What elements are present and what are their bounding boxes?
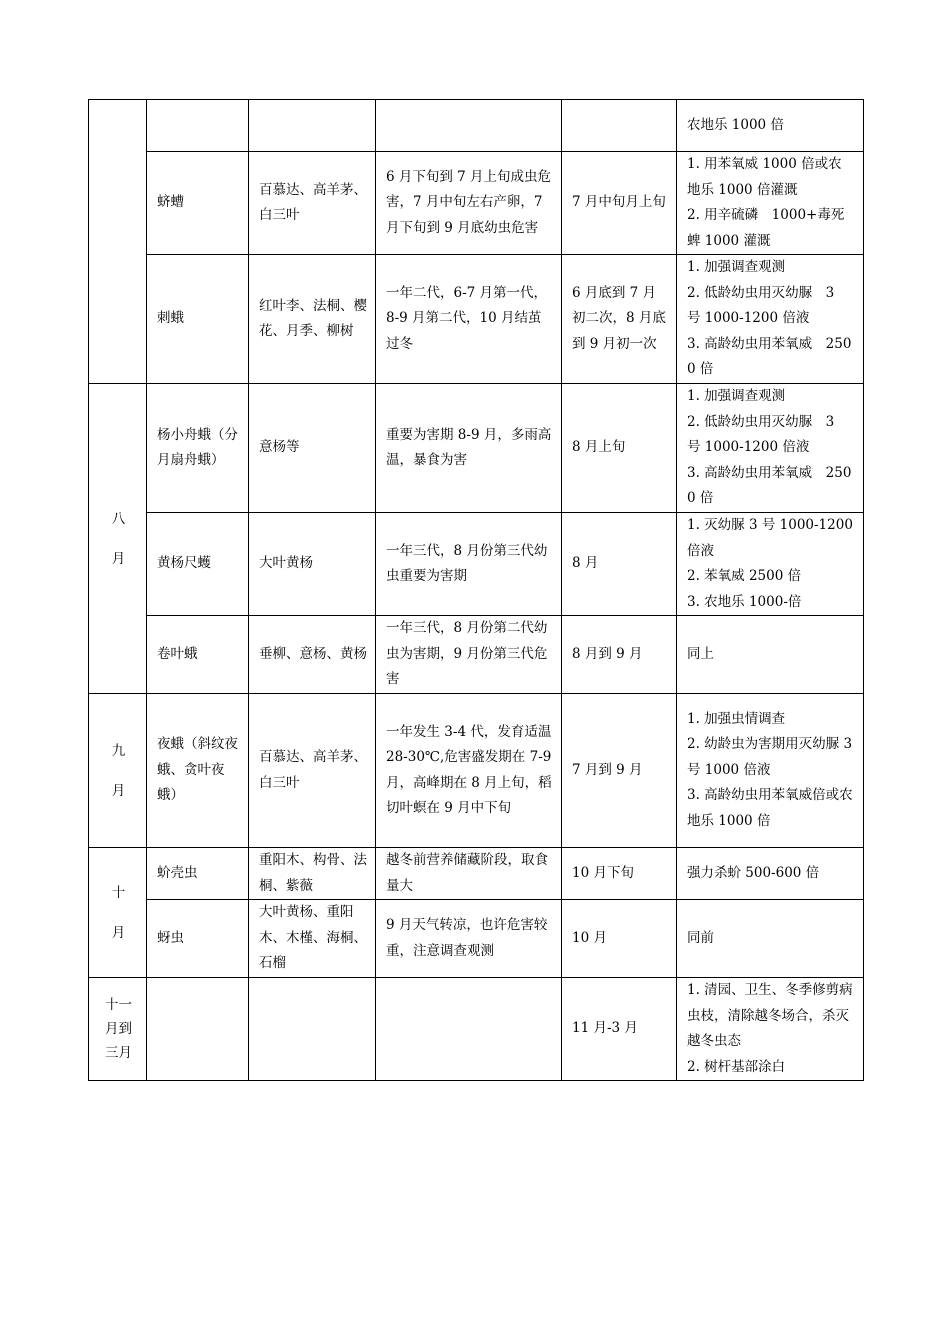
- measure-line: 强力杀蚧 500-600 倍: [687, 864, 820, 881]
- control-time-cell: 10 月: [562, 900, 677, 978]
- pest-control-table: [88, 99, 864, 1081]
- pest-name-cell: 夜蛾（斜纹夜蛾、贪叶夜蛾）: [147, 694, 249, 848]
- harm-period-cell: 9 月天气转凉，也许危害较重，注意调查观测: [376, 900, 562, 978]
- host-plant-cell: 垂柳、意杨、黄杨: [249, 616, 376, 694]
- measures-cell: [677, 513, 864, 616]
- measure-line: 3. 高龄幼虫用苯氧威 2500 倍: [687, 335, 852, 378]
- month-char: 月: [111, 782, 126, 799]
- measures-cell: [677, 694, 864, 848]
- measure-line: 1. 加强调查观测: [687, 388, 786, 405]
- measures-cell: [677, 100, 864, 152]
- measures-cell: [677, 848, 864, 900]
- pest-name-cell: [147, 978, 249, 1081]
- month-cell: [89, 100, 147, 384]
- harm-period-cell: 越冬前营养储藏阶段，取食量大: [376, 848, 562, 900]
- host-plant-cell: [249, 100, 376, 152]
- table-row: [89, 616, 864, 694]
- control-time-cell: 8 月上旬: [562, 384, 677, 513]
- table-row: [89, 848, 864, 900]
- pest-name-cell: [147, 100, 249, 152]
- control-time-cell: [562, 100, 677, 152]
- measures-cell: [677, 616, 864, 694]
- measure-line: 1. 用苯氧威 1000 倍或农地乐 1000 倍灌溉: [687, 156, 842, 198]
- measure-line: 3. 高龄幼虫用苯氧威 2500 倍: [687, 464, 852, 507]
- control-time-cell: 6 月底到 7 月初二次，8 月底到 9 月初一次: [562, 255, 677, 384]
- host-plant-cell: 红叶李、法桐、樱花、月季、柳树: [249, 255, 376, 384]
- measure-line: 2. 低龄幼虫用灭幼脲 3 号 1000-1200 倍液: [687, 413, 848, 456]
- harm-period-cell: 6 月下旬到 7 月上旬成虫危害，7 月中旬左右产卵，7 月下旬到 9 月底幼虫危害: [376, 152, 562, 255]
- host-plant-cell: 意杨等: [249, 384, 376, 513]
- control-time-cell: 8 月到 9 月: [562, 616, 677, 694]
- control-time-cell: 7 月到 9 月: [562, 694, 677, 848]
- harm-period-cell: 一年三代，8 月份第二代幼虫为害期，9 月份第三代危害: [376, 616, 562, 694]
- month-char: 十一: [105, 997, 132, 1013]
- control-time-cell: 11 月-3 月: [562, 978, 677, 1081]
- host-plant-cell: 大叶黄杨、重阳木、木槿、海桐、石榴: [249, 900, 376, 978]
- month-char: 八: [111, 510, 126, 527]
- harm-period-cell: 一年二代，6-7 月第一代，8-9 月第二代，10 月结茧过冬: [376, 255, 562, 384]
- table-row: [89, 384, 864, 513]
- harm-period-cell: 一年发生 3-4 代，发育适温 28-30℃,危害盛发期在 7-9 月，高峰期在 8 月上旬，稻切叶螟在 9 月中下旬: [376, 694, 562, 848]
- measures-cell: [677, 384, 864, 513]
- harm-period-cell: [376, 978, 562, 1081]
- measure-line: 1. 加强虫情调查: [687, 710, 786, 727]
- month-cell-august: [89, 384, 147, 694]
- control-time-cell: 10 月下旬: [562, 848, 677, 900]
- measures-cell: [677, 978, 864, 1081]
- pest-name-cell: 蚧壳虫: [147, 848, 249, 900]
- host-plant-cell: 大叶黄杨: [249, 513, 376, 616]
- measure-line: 2. 幼龄虫为害期用灭幼脲 3 号 1000 倍液: [687, 736, 853, 778]
- table-row: [89, 152, 864, 255]
- month-char: 月到: [105, 1021, 132, 1037]
- month-cell-october: [89, 848, 147, 978]
- harm-period-cell: [376, 100, 562, 152]
- measure-line: 同前: [687, 929, 714, 946]
- measures-cell: [677, 152, 864, 255]
- table-row: [89, 694, 864, 848]
- host-plant-cell: 重阳木、构骨、法桐、紫薇: [249, 848, 376, 900]
- table-row: [89, 100, 864, 152]
- measure-line: 1. 清园、卫生、冬季修剪病虫枝，清除越冬场合，杀灭越冬虫态: [687, 982, 853, 1049]
- control-time-cell: 7 月中旬月上旬: [562, 152, 677, 255]
- table-row: [89, 255, 864, 384]
- month-char: 十: [111, 884, 126, 901]
- harm-period-cell: 一年三代，8 月份第三代幼虫重要为害期: [376, 513, 562, 616]
- pest-name-cell: 杨小舟蛾（分月扇舟蛾）: [147, 384, 249, 513]
- pest-name-cell: 卷叶蛾: [147, 616, 249, 694]
- pest-name-cell: 蛴螬: [147, 152, 249, 255]
- month-cell-september: [89, 694, 147, 848]
- measure-line: 1. 加强调查观测: [687, 259, 786, 276]
- month-char: 月: [111, 924, 126, 941]
- host-plant-cell: [249, 978, 376, 1081]
- pest-name-cell: 蚜虫: [147, 900, 249, 978]
- measure-line: 2. 苯氧威 2500 倍: [687, 568, 802, 584]
- measure-line: 1. 灭幼脲 3 号 1000-1200 倍液: [687, 517, 853, 559]
- month-char: 月: [111, 550, 126, 567]
- harm-period-cell: 重要为害期 8-9 月，多雨高温，暴食为害: [376, 384, 562, 513]
- month-char: 三月: [105, 1045, 132, 1061]
- table-row: [89, 900, 864, 978]
- measure-line: 2. 用辛硫磷 1000+毒死蜱 1000 灌溉: [687, 207, 845, 249]
- measures-cell: [677, 900, 864, 978]
- measure-line: 同上: [687, 645, 714, 662]
- pest-name-cell: 刺蛾: [147, 255, 249, 384]
- measure-line: 3. 农地乐 1000-倍: [687, 593, 802, 610]
- measure-line: 农地乐 1000 倍: [687, 116, 784, 133]
- month-cell-november-to-march: [89, 978, 147, 1081]
- control-time-cell: 8 月: [562, 513, 677, 616]
- table-row: [89, 978, 864, 1081]
- host-plant-cell: 百慕达、高羊茅、白三叶: [249, 152, 376, 255]
- host-plant-cell: 百慕达、高羊茅、白三叶: [249, 694, 376, 848]
- measure-line: 3. 高龄幼虫用苯氧威倍或农地乐 1000 倍: [687, 787, 853, 829]
- measure-line: 2. 树杆基部涂白: [687, 1058, 786, 1075]
- table-row: [89, 513, 864, 616]
- month-char: 九: [111, 742, 126, 759]
- measure-line: 2. 低龄幼虫用灭幼脲 3 号 1000-1200 倍液: [687, 284, 848, 327]
- pest-name-cell: 黄杨尺蠖: [147, 513, 249, 616]
- measures-cell: [677, 255, 864, 384]
